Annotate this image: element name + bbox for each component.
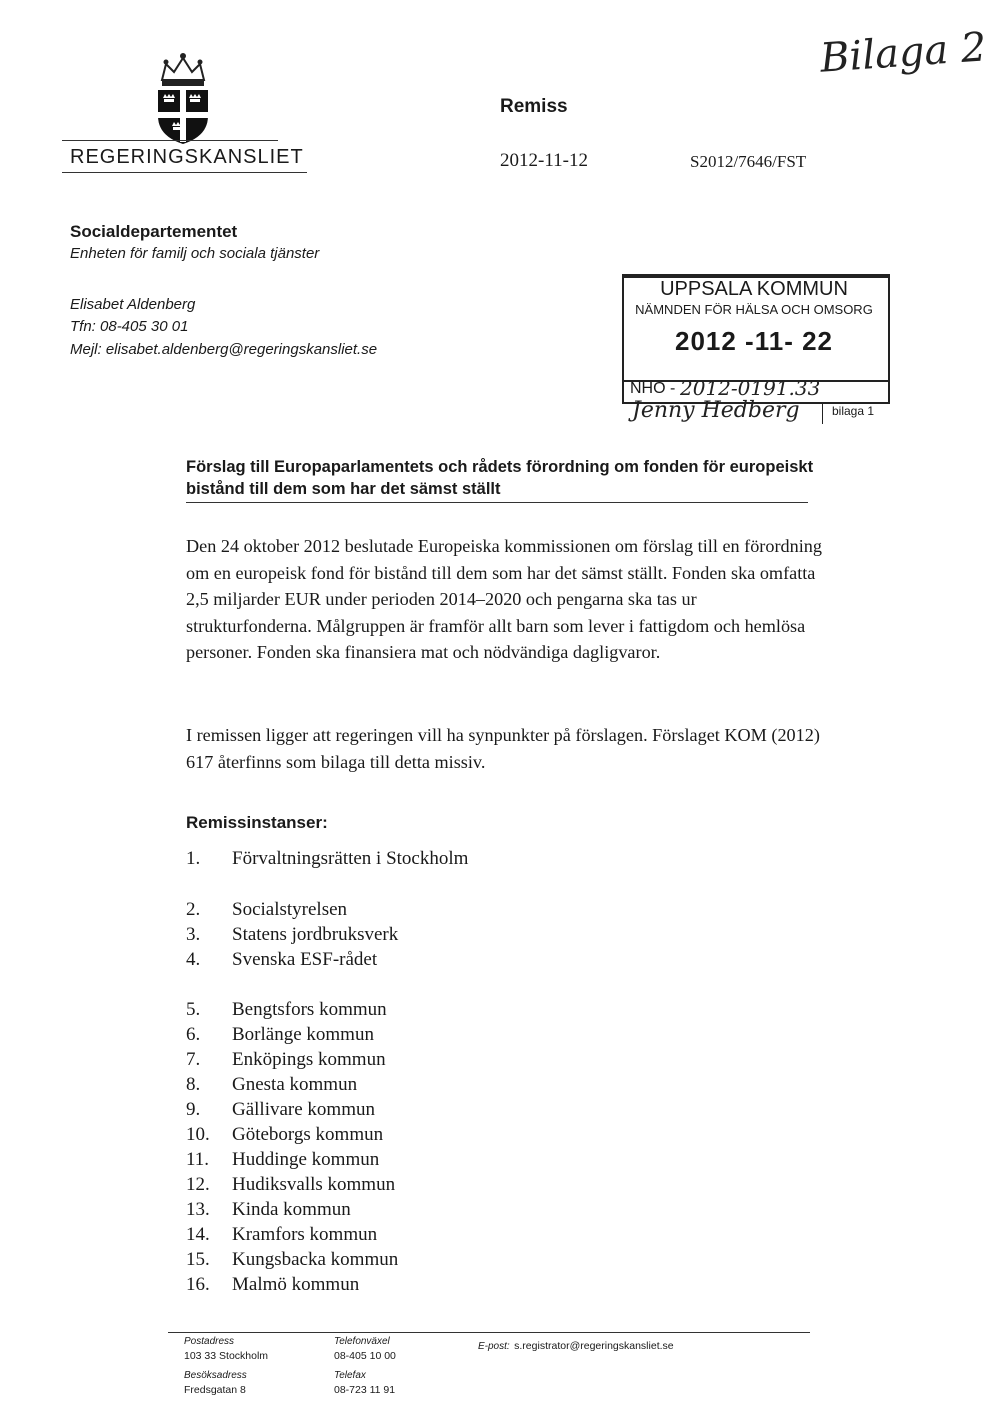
list-item-name: Statens jordbruksverk: [232, 924, 399, 945]
footer-visit-value: Fredsgatan 8: [184, 1384, 246, 1396]
stamp-dnr-value: 2012-0191.33: [680, 376, 821, 400]
list-item-name: Gnesta kommun: [232, 1074, 358, 1095]
list-item-number: 14.: [186, 1224, 210, 1245]
list-item-number: 11.: [186, 1149, 210, 1170]
footer-visit-label: Besöksadress: [184, 1370, 247, 1381]
list-item-name: Socialstyrelsen: [232, 899, 348, 920]
list-item-name: Kungsbacka kommun: [232, 1249, 399, 1270]
stamp-bilaga: [832, 404, 874, 418]
body-paragraph: I remissen ligger att regeringen vill ha synpunkter på förslagen. Förslaget KOM (2012) 617 återfinns som bilaga till detta missiv.: [186, 725, 820, 772]
footer-email-label: E-post:: [478, 1341, 510, 1352]
footer-email: [478, 1336, 674, 1354]
department-name: Socialdepartementet: [70, 222, 238, 241]
list-item-number: 5.: [186, 999, 201, 1020]
list-item-name: Förvaltningsrätten i Stockholm: [232, 848, 469, 869]
list-item-number: 3.: [186, 924, 201, 945]
received-stamp: [622, 274, 890, 426]
list-item-number: 9.: [186, 1099, 201, 1120]
footer-phone-label: Telefonväxel: [334, 1336, 390, 1347]
list-item-number: 10.: [186, 1124, 210, 1145]
list-item-name: Svenska ESF-rådet: [232, 949, 378, 970]
list-item-name: Malmö kommun: [232, 1274, 360, 1295]
list-item-name: Borlänge kommun: [232, 1024, 374, 1045]
list-item-name: Kinda kommun: [232, 1199, 351, 1220]
list-item-number: 7.: [186, 1049, 201, 1070]
footer-postal-label: Postadress: [184, 1336, 235, 1347]
footer-fax-label: Telefax: [334, 1370, 366, 1381]
footer-fax-value: 08-723 11 91: [334, 1384, 396, 1396]
list-item-number: 4.: [186, 949, 201, 970]
document-type: Remiss: [500, 96, 568, 117]
document-reference: S2012/7646/FST: [690, 152, 807, 171]
organization-name: REGERINGSKANSLIET: [70, 146, 304, 168]
list-item-number: 6.: [186, 1024, 201, 1045]
stamp-title: UPPSALA KOMMUN: [660, 278, 848, 300]
stamp-signature-row: [622, 398, 886, 426]
subject-heading: Förslag till Europaparlamentets och rådets förordning om fonden för europeiskt bistånd till dem som har det sämst ställt: [186, 458, 814, 498]
stamp-subtitle: NÄMNDEN FÖR HÄLSA OCH OMSORG: [635, 302, 873, 317]
list-item-name: Gällivare kommun: [232, 1099, 375, 1120]
footer-phone-value: 08-405 10 00: [334, 1350, 396, 1362]
list-item-number: 15.: [186, 1249, 210, 1270]
header-rule: [62, 140, 278, 141]
list-item-name: Hudiksvalls kommun: [232, 1174, 396, 1195]
coat-of-arms-icon: [148, 50, 218, 146]
stamp-dnr-prefix: NHO -: [630, 380, 676, 397]
stamp-divider: [822, 402, 823, 424]
footer-email-value: s.registrator@regeringskansliet.se: [514, 1340, 674, 1352]
list-item-name: Göteborgs kommun: [232, 1124, 384, 1145]
stamp-bilaga-value: 1: [867, 404, 875, 418]
body-paragraph: Den 24 oktober 2012 beslutade Europeiska kommissionen om förslag till en förordning om en europeisk fond för bistånd till dem som har det sämst ställt. Fonden ska omfatta 2,5 miljarder EUR under perioden 2014–2020 och pengarna ska tas ur strukturfonderna. Målgruppen är framför allt barn som lever i fattigdom och hemlösa personer. Fonden ska finansiera mat och nödvändiga dagligvaror.: [186, 536, 822, 663]
list-item-number: 8.: [186, 1074, 201, 1095]
document-date: 2012-11-12: [500, 150, 588, 171]
contact-email: Mejl: elisabet.aldenberg@regeringskansliet.se: [70, 341, 378, 358]
contact-name: Elisabet Aldenberg: [70, 296, 196, 313]
stamp-date: 2012 -11- 22: [674, 326, 833, 356]
stamp-bilaga-label: bilaga: [832, 404, 865, 418]
subject-rule: [186, 502, 808, 503]
list-item-number: 1.: [186, 848, 201, 869]
contact-phone: Tfn: 08-405 30 01: [70, 318, 189, 335]
list-item-name: Huddinge kommun: [232, 1149, 380, 1170]
list-item-number: 16.: [186, 1274, 210, 1295]
header-rule: [62, 172, 307, 173]
list-item-name: Bengtsfors kommun: [232, 999, 387, 1020]
recipients-heading: Remissinstanser:: [186, 813, 328, 832]
list-item-name: Kramfors kommun: [232, 1224, 378, 1245]
unit-name: Enheten för familj och sociala tjänster: [70, 245, 320, 262]
stamp-signer: Jenny Hedberg: [632, 398, 800, 423]
list-item-number: 13.: [186, 1199, 210, 1220]
list-item-number: 12.: [186, 1174, 210, 1195]
footer-postal-value: 103 33 Stockholm: [184, 1350, 269, 1362]
list-item-name: Enköpings kommun: [232, 1049, 386, 1070]
list-item-number: 2.: [186, 899, 201, 920]
handwritten-annotation: Bilaga 2: [818, 24, 988, 82]
footer-rule: [168, 1332, 810, 1333]
